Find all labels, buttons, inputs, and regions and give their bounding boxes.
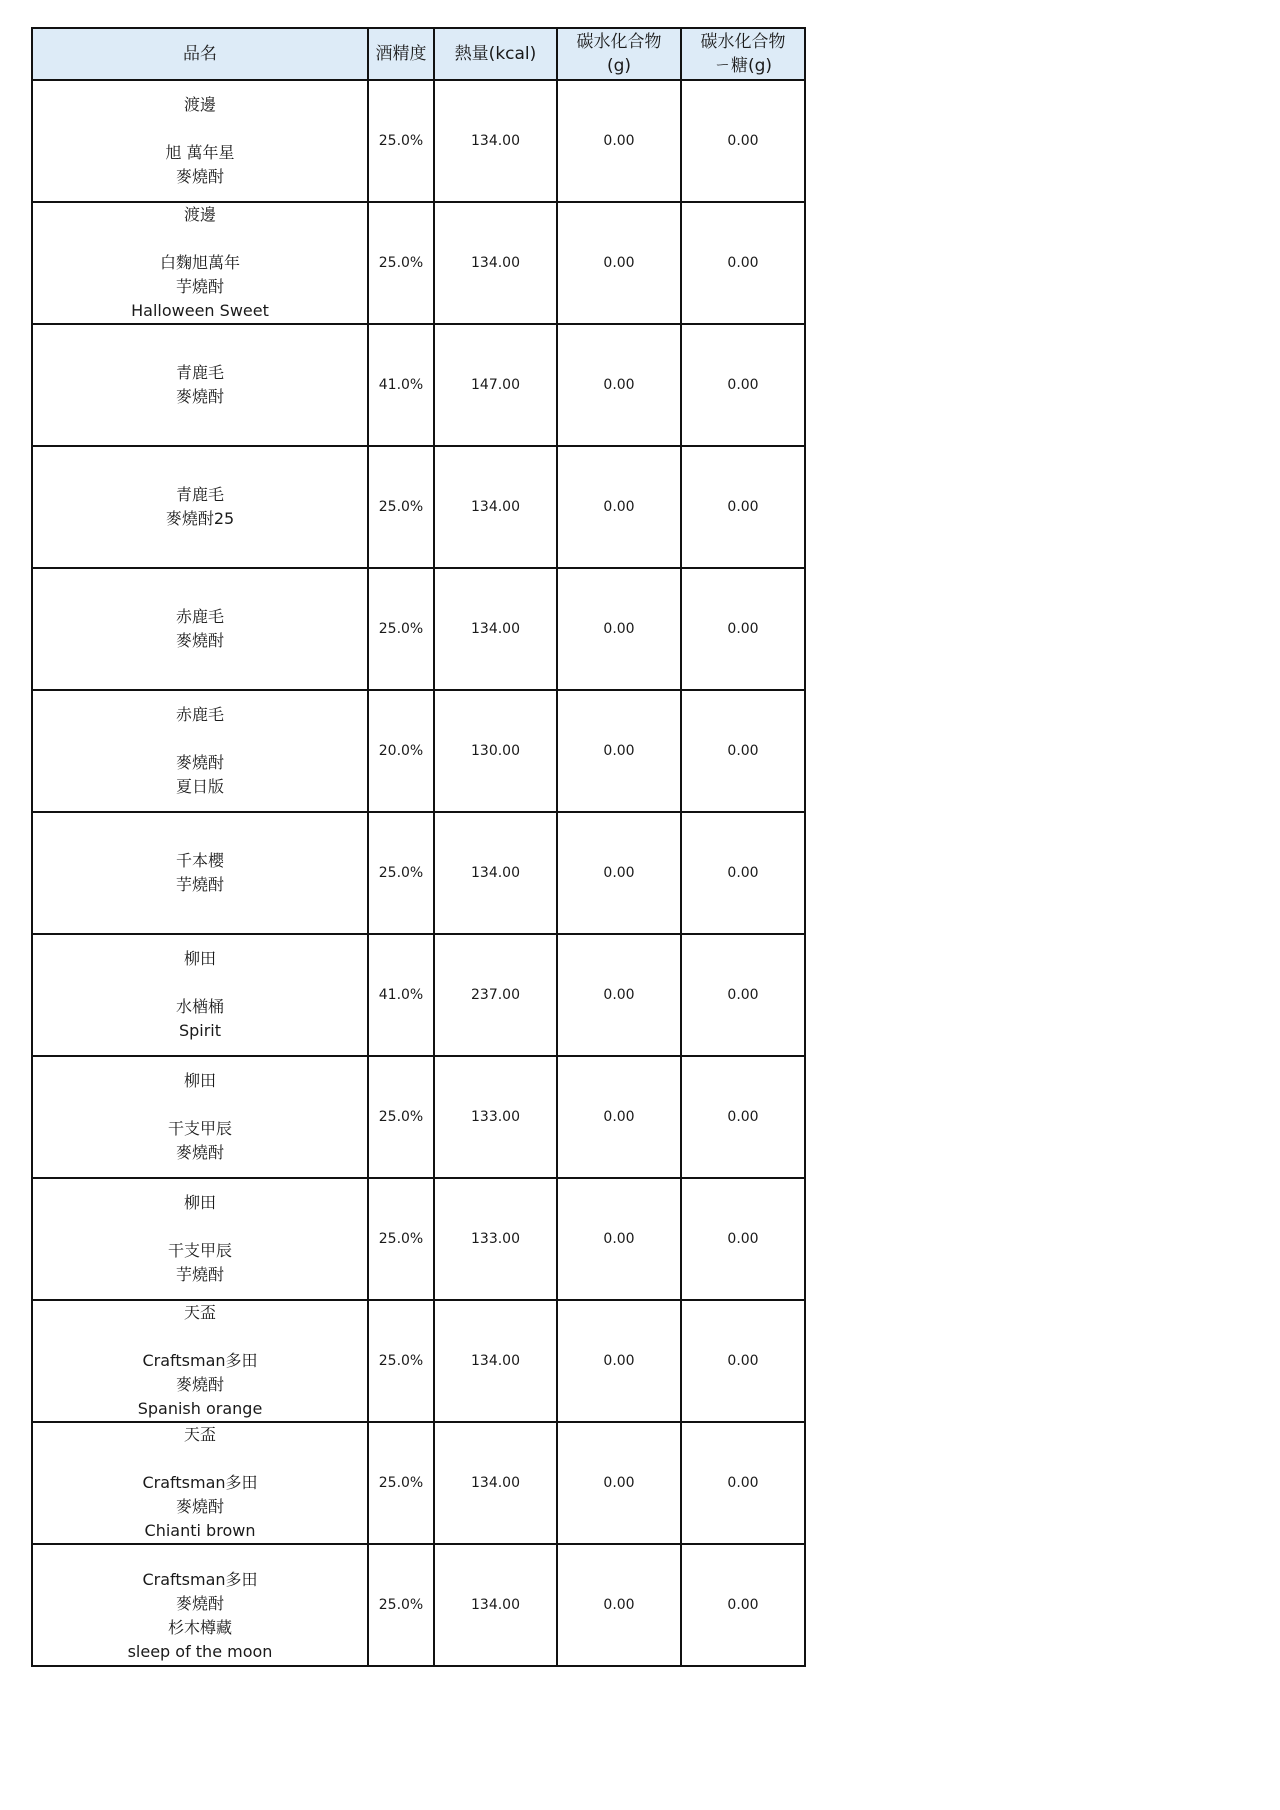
product-name [33,605,367,653]
name-line: 麥燒酎 [175,1143,224,1162]
name-line: 旭 萬年星 [165,143,235,162]
name-spacer [33,117,367,141]
name-spacer [33,1544,367,1568]
name-spacer [33,227,367,251]
sugar-cell: 0.00 [681,812,805,934]
kcal-cell: 134.00 [434,446,557,568]
carb-cell: 0.00 [557,202,681,324]
product-name-cell [32,1544,368,1666]
table-row [32,1422,805,1544]
nutrition-table [31,27,806,1667]
kcal-cell: 147.00 [434,324,557,446]
name-line: 渡邊 [183,205,216,224]
product-name-cell [32,1056,368,1178]
name-line: Craftsman多田 [142,1351,258,1370]
product-name [33,849,367,897]
product-name [33,1544,367,1664]
name-line: 麥燒酎 [175,167,224,186]
product-name-cell [32,202,368,324]
carb-cell: 0.00 [557,690,681,812]
abv-cell: 25.0% [368,80,434,202]
table-row [32,812,805,934]
product-name [33,483,367,531]
abv-cell: 41.0% [368,934,434,1056]
name-line: 麥燒酎 [175,1594,224,1613]
product-name-cell [32,1300,368,1422]
product-name-cell [32,812,368,934]
name-line: 赤鹿毛 [175,705,224,724]
abv-cell: 25.0% [368,1056,434,1178]
kcal-cell: 134.00 [434,812,557,934]
name-line: 芋燒酎 [175,875,224,894]
kcal-cell: 133.00 [434,1056,557,1178]
name-line: Halloween Sweet [131,301,269,320]
name-line: 柳田 [183,1071,216,1090]
name-line: 千本櫻 [175,851,224,870]
product-name [33,1423,367,1543]
name-line: 水楢桶 [175,997,224,1016]
table-row [32,80,805,202]
product-name [33,1069,367,1165]
name-line: 麥燒酎 [175,1497,224,1516]
carb-cell: 0.00 [557,812,681,934]
carb-cell: 0.00 [557,1300,681,1422]
name-spacer [33,1447,367,1471]
sugar-cell: 0.00 [681,202,805,324]
name-line: 芋燒酎 [175,277,224,296]
abv-cell: 25.0% [368,446,434,568]
name-line: 天盃 [183,1425,216,1444]
name-line: 干支甲辰 [167,1241,232,1260]
abv-cell: 20.0% [368,690,434,812]
table-body [32,80,805,1666]
name-line: Spanish orange [137,1399,263,1418]
sugar-cell: 0.00 [681,446,805,568]
header-kcal: 熱量(kcal) [434,28,557,80]
name-line: Spirit [178,1021,222,1040]
name-line: 麥燒酎 [175,387,224,406]
name-line: 芋燒酎 [175,1265,224,1284]
name-line: 赤鹿毛 [175,607,224,626]
sugar-cell: 0.00 [681,1422,805,1544]
product-name-cell [32,1422,368,1544]
name-line: 青鹿毛 [175,485,224,504]
name-line: 麥燒酎25 [165,509,235,528]
table-row [32,202,805,324]
abv-cell: 41.0% [368,324,434,446]
table-row [32,446,805,568]
carb-cell: 0.00 [557,1178,681,1300]
product-name [33,947,367,1043]
product-name [33,203,367,323]
kcal-cell: 130.00 [434,690,557,812]
name-line: 青鹿毛 [175,363,224,382]
product-name [33,1191,367,1287]
table-row [32,1300,805,1422]
carb-cell: 0.00 [557,1422,681,1544]
sugar-cell: 0.00 [681,80,805,202]
product-name-cell [32,934,368,1056]
name-line: sleep of the moon [127,1642,273,1661]
product-name-cell [32,446,368,568]
sugar-cell: 0.00 [681,568,805,690]
carb-cell: 0.00 [557,1544,681,1666]
header-name: 品名 [32,28,368,80]
product-name [33,361,367,409]
sugar-cell: 0.00 [681,1300,805,1422]
table-row [32,1544,805,1666]
name-spacer [33,1325,367,1349]
sugar-cell: 0.00 [681,1544,805,1666]
kcal-cell: 134.00 [434,1300,557,1422]
name-line: Craftsman多田 [142,1473,258,1492]
kcal-cell: 237.00 [434,934,557,1056]
name-line: 白麴旭萬年 [159,253,240,272]
name-line: 麥燒酎 [175,753,224,772]
carb-cell: 0.00 [557,1056,681,1178]
sugar-cell: 0.00 [681,324,805,446]
name-line: 柳田 [183,1193,216,1212]
carb-cell: 0.00 [557,80,681,202]
kcal-cell: 134.00 [434,1422,557,1544]
kcal-cell: 134.00 [434,1544,557,1666]
product-name [33,703,367,799]
table-row [32,1056,805,1178]
sugar-cell: 0.00 [681,1178,805,1300]
abv-cell: 25.0% [368,568,434,690]
header-carb: 碳水化合物 (g) [557,28,681,80]
table-row [32,324,805,446]
product-name-cell [32,80,368,202]
name-line: 杉木樽藏 [167,1618,232,1637]
product-name-cell [32,324,368,446]
sugar-cell: 0.00 [681,934,805,1056]
name-line: 干支甲辰 [167,1119,232,1138]
table-row [32,934,805,1056]
kcal-cell: 134.00 [434,202,557,324]
abv-cell: 25.0% [368,1544,434,1666]
product-name-cell [32,1178,368,1300]
sugar-cell: 0.00 [681,690,805,812]
name-line: 麥燒酎 [175,631,224,650]
product-name-cell [32,690,368,812]
name-line: 天盃 [183,1303,216,1322]
carb-cell: 0.00 [557,324,681,446]
header-sugar: 碳水化合物 ㄧ糖(g) [681,28,805,80]
name-line: 麥燒酎 [175,1375,224,1394]
table-row [32,1178,805,1300]
name-line: Chianti brown [144,1521,256,1540]
name-line: Craftsman多田 [142,1570,258,1589]
kcal-cell: 134.00 [434,80,557,202]
name-line: 夏日版 [175,777,224,796]
product-name [33,93,367,189]
kcal-cell: 133.00 [434,1178,557,1300]
abv-cell: 25.0% [368,1422,434,1544]
name-spacer [33,1215,367,1239]
name-line: 柳田 [183,949,216,968]
name-spacer [33,727,367,751]
abv-cell: 25.0% [368,812,434,934]
table-row [32,690,805,812]
table-row [32,568,805,690]
product-name-cell [32,568,368,690]
abv-cell: 25.0% [368,202,434,324]
abv-cell: 25.0% [368,1178,434,1300]
carb-cell: 0.00 [557,446,681,568]
carb-cell: 0.00 [557,568,681,690]
name-spacer [33,1093,367,1117]
name-line: 渡邊 [183,95,216,114]
header-abv: 酒精度 [368,28,434,80]
name-spacer [33,971,367,995]
kcal-cell: 134.00 [434,568,557,690]
carb-cell: 0.00 [557,934,681,1056]
abv-cell: 25.0% [368,1300,434,1422]
sugar-cell: 0.00 [681,1056,805,1178]
product-name [33,1301,367,1421]
header-row [32,28,805,80]
